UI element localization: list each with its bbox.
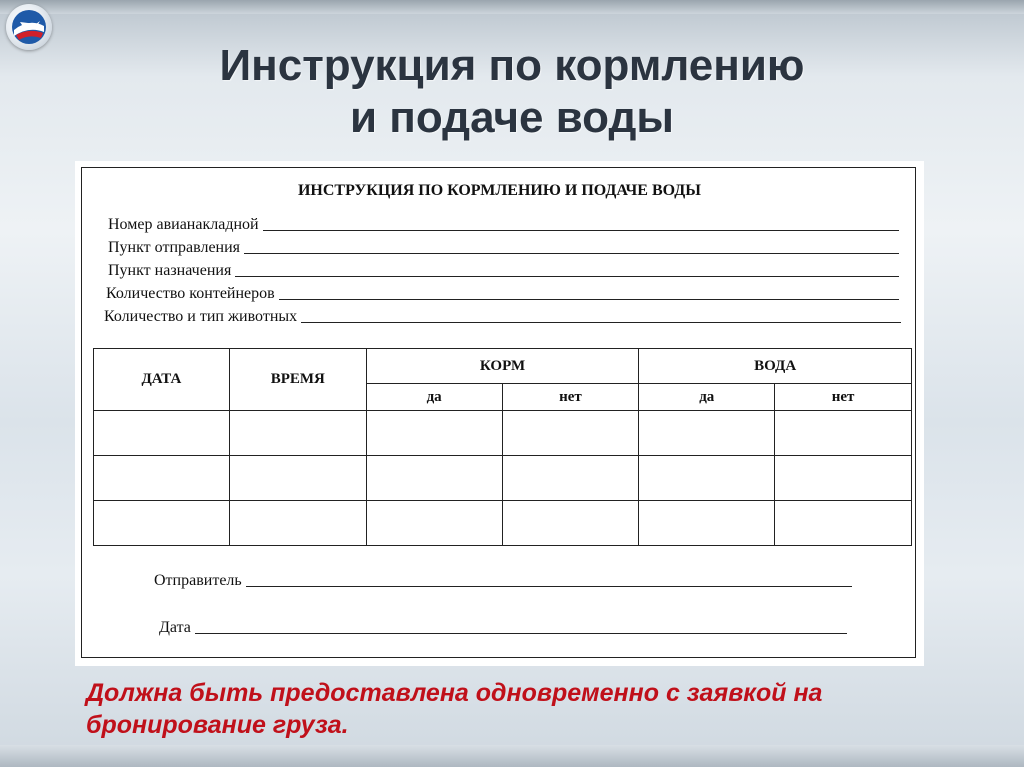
airline-emblem-icon <box>6 4 52 50</box>
field-origin <box>108 235 899 257</box>
field-destination-label: Пункт назначения <box>108 262 232 279</box>
feeding-table <box>93 348 912 546</box>
field-awb-line <box>263 230 899 231</box>
field-sender-label: Отправитель <box>154 572 242 589</box>
table-cell <box>366 456 502 501</box>
table-cell <box>775 456 912 501</box>
field-destination-line <box>235 276 899 277</box>
header-date: ДАТА <box>94 349 230 411</box>
table-cell <box>775 411 912 456</box>
header-water: ВОДА <box>639 349 912 384</box>
field-origin-line <box>244 253 899 254</box>
field-destination <box>108 258 899 280</box>
form-title: ИНСТРУКЦИЯ ПО КОРМЛЕНИЮ И ПОДАЧЕ ВОДЫ <box>297 182 701 199</box>
slide-title <box>100 40 924 144</box>
table-cell <box>639 411 775 456</box>
field-date-label: Дата <box>159 619 191 636</box>
subheader-water-no: нет <box>775 384 912 411</box>
field-date-line <box>195 633 847 634</box>
field-sender <box>154 568 852 590</box>
table-cell <box>229 411 366 456</box>
bottom-decor-band <box>0 745 1024 767</box>
field-containers <box>106 281 899 303</box>
header-time: ВРЕМЯ <box>229 349 366 411</box>
top-decor-band <box>0 0 1024 14</box>
form-document <box>75 161 924 666</box>
table-cell <box>639 501 775 546</box>
field-awb-label: Номер авианакладной <box>108 216 259 233</box>
table-cell <box>94 501 230 546</box>
field-date <box>159 615 847 637</box>
table-row <box>94 501 912 546</box>
table-cell <box>775 501 912 546</box>
subheader-feed-yes: да <box>366 384 502 411</box>
field-animals <box>104 304 901 326</box>
field-containers-label: Количество контейнеров <box>106 285 275 302</box>
submission-note: Должна быть предоставлена одновременно с заявкой на бронирование груза. <box>86 679 823 739</box>
table-cell <box>639 456 775 501</box>
field-awb <box>108 212 899 234</box>
subheader-feed-no: нет <box>502 384 639 411</box>
table-row <box>94 456 912 501</box>
table-row <box>94 411 912 456</box>
table-cell <box>94 456 230 501</box>
field-animals-line <box>301 322 901 323</box>
field-origin-label: Пункт отправления <box>108 239 241 256</box>
subheader-water-yes: да <box>639 384 775 411</box>
table-cell <box>366 411 502 456</box>
field-animals-label: Количество и тип животных <box>104 308 298 325</box>
header-feed: КОРМ <box>366 349 639 384</box>
field-containers-line <box>279 299 899 300</box>
slide-title-line2: и подаче воды <box>350 93 674 142</box>
slide-title-line1: Инструкция по кормлению <box>219 41 805 90</box>
table-cell <box>502 501 639 546</box>
table-cell <box>366 501 502 546</box>
table-cell <box>229 501 366 546</box>
table-header-row <box>94 349 912 384</box>
table-cell <box>502 411 639 456</box>
table-cell <box>229 456 366 501</box>
table-cell <box>502 456 639 501</box>
field-sender-line <box>246 586 852 587</box>
table-cell <box>94 411 230 456</box>
